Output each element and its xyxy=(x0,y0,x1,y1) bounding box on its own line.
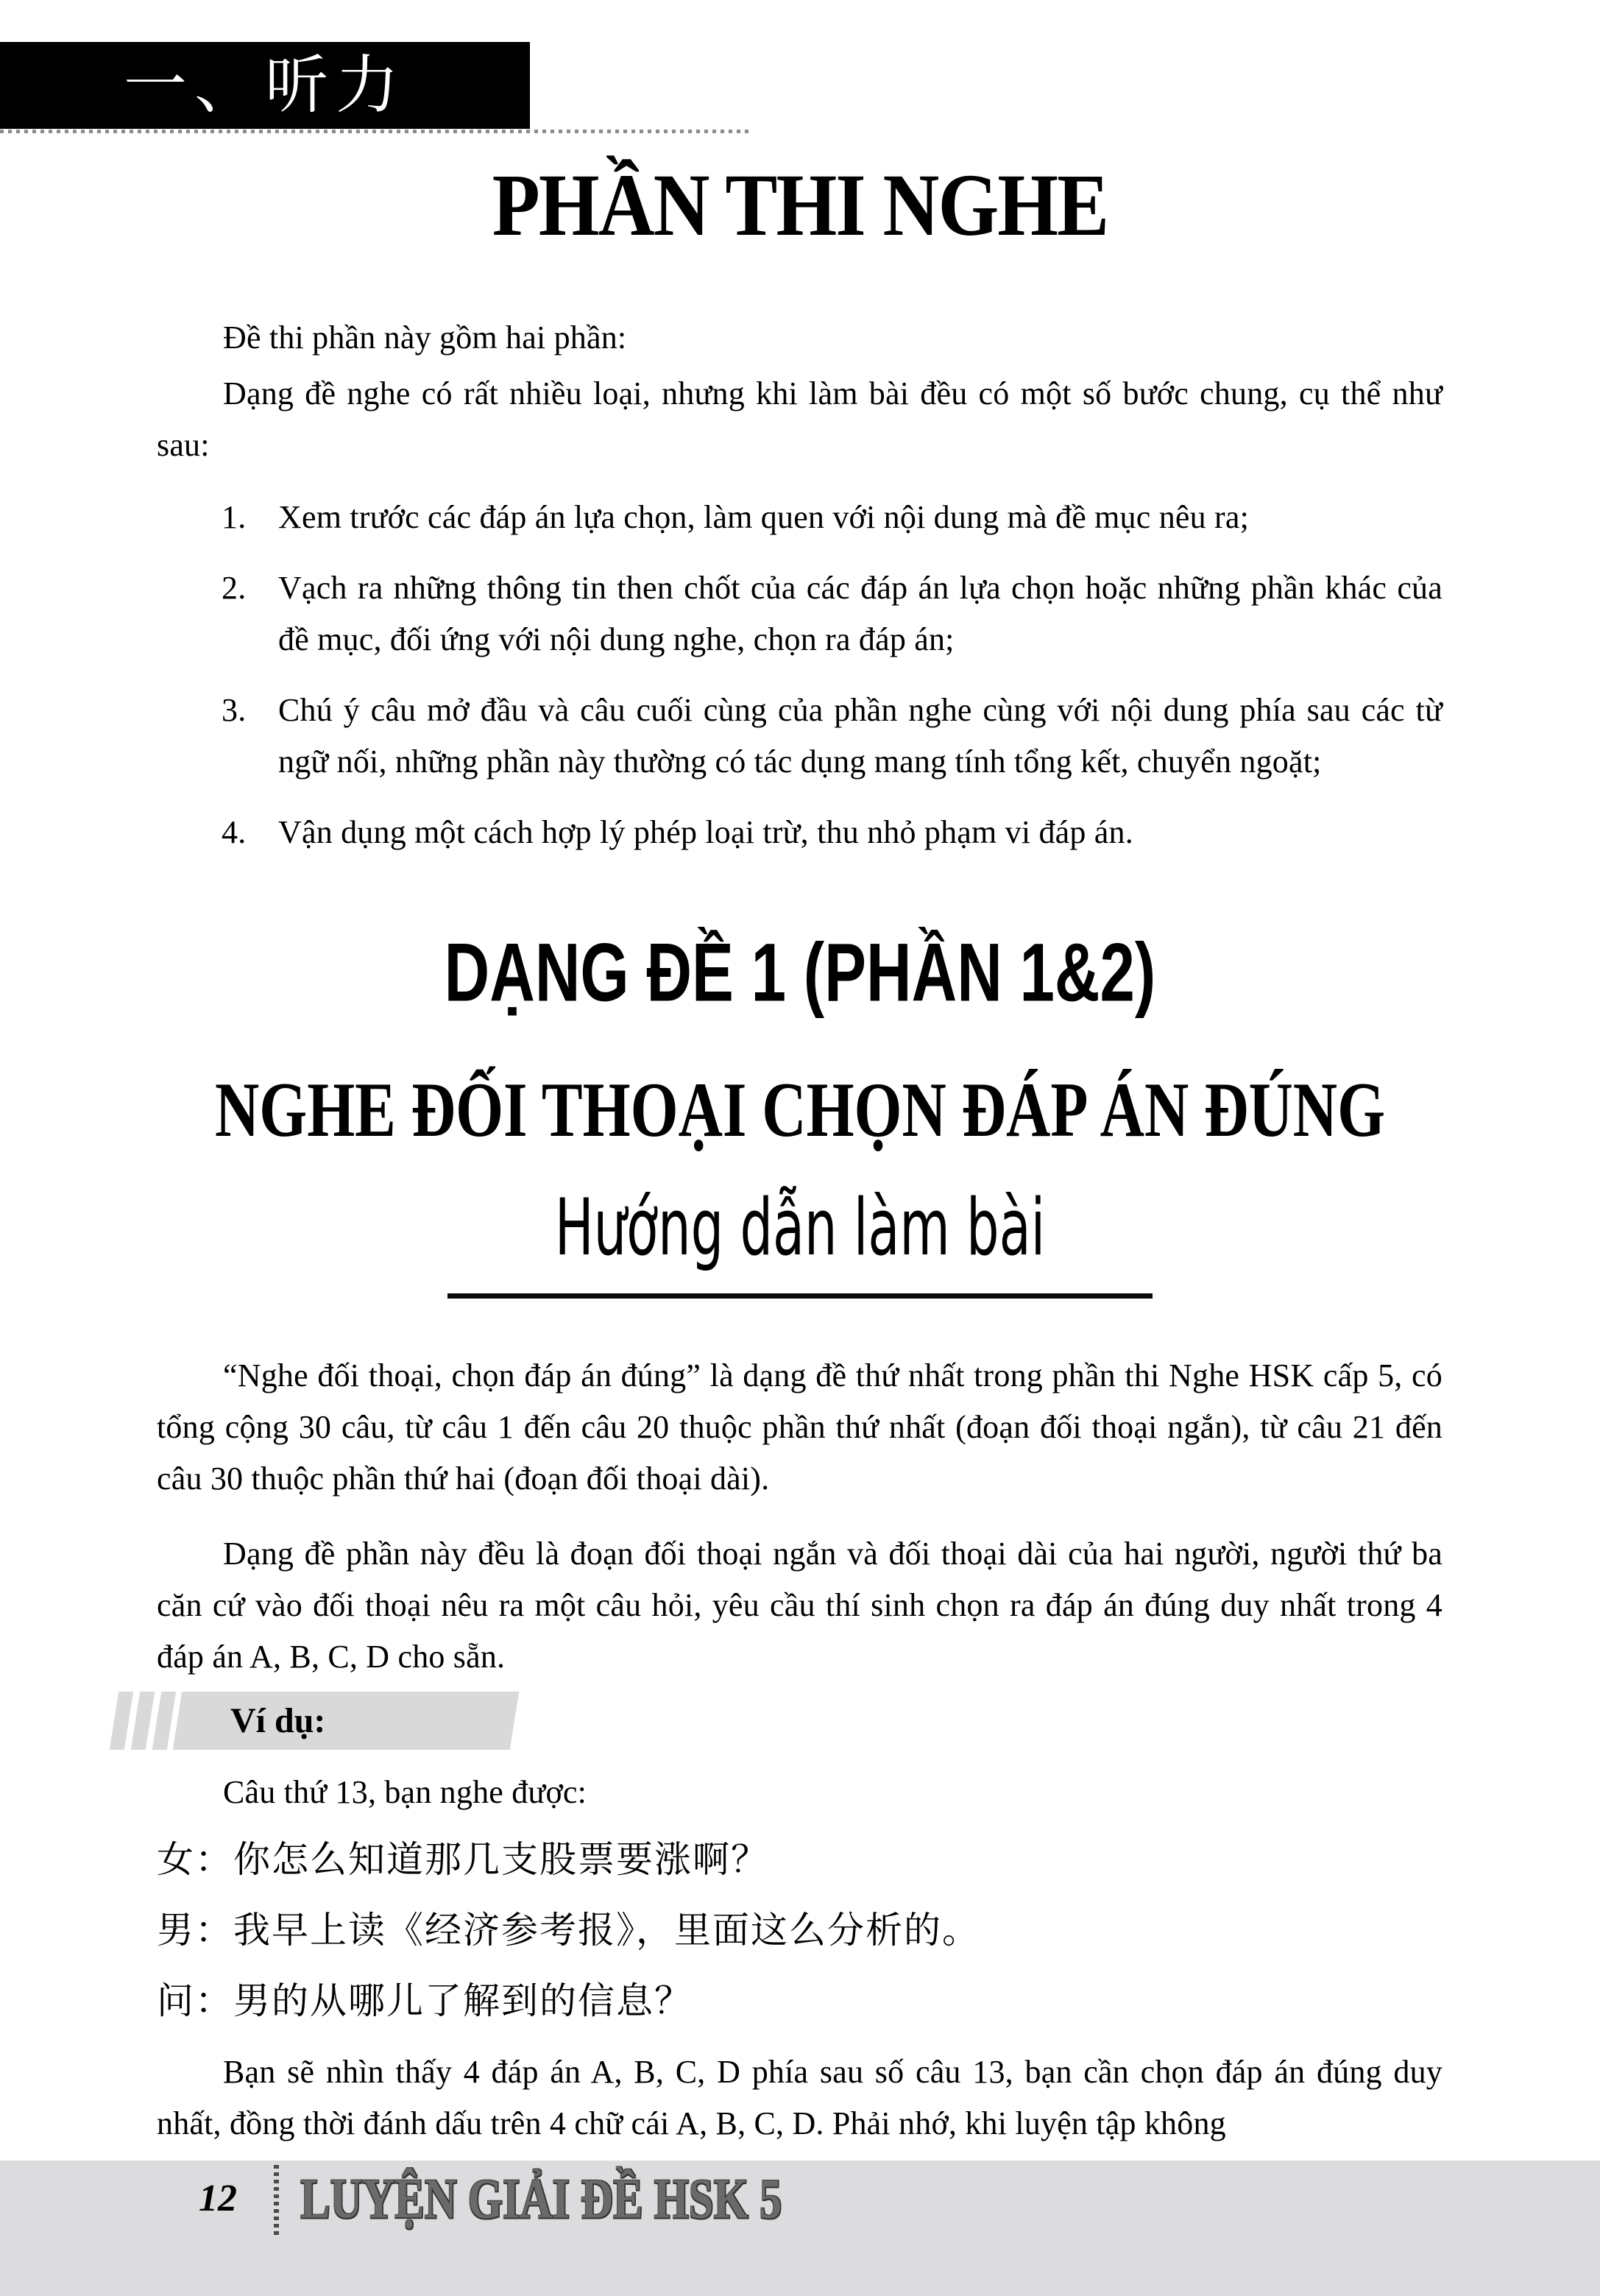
section-paragraph-2: Dạng đề phần này đều là đoạn đối thoại ngắn và đối thoại dài của hai người, người thứ ba căn cứ vào đối thoại nêu ra một câu hỏi, yêu cầu thí sinh chọn ra đáp án đúng duy nhất trong 4 đáp án A, B, C, D cho sẵn. xyxy=(157,1536,1443,1675)
dialogue-line-question: 问：男的从哪儿了解到的信息？ xyxy=(157,1980,693,2021)
page-number: 12 xyxy=(199,2177,237,2219)
chapter-label: 一、听力 xyxy=(124,50,406,121)
steps-list xyxy=(157,492,1443,877)
example-banner xyxy=(111,1692,514,1750)
header-dotted-rule xyxy=(0,130,748,133)
list-item-text: Xem trước các đáp án lựa chọn, làm quen với nội dung mà đề mục nêu ra; xyxy=(278,499,1250,535)
dialogue-line-woman: 女：你怎么知道那几支股票要涨啊？ xyxy=(157,1839,769,1880)
section-subheading: NGHE ĐỐI THOẠI CHỌN ĐÁP ÁN ĐÚNG xyxy=(214,1066,1386,1153)
list-item-text: Vạch ra những thông tin then chốt của các đáp án lựa chọn hoặc những phần khác của đề mục, đối ứng với nội dung nghe, chọn ra đáp án; xyxy=(278,570,1443,657)
list-item-text: Vận dụng một cách hợp lý phép loại trừ, thu nhỏ phạm vi đáp án. xyxy=(278,814,1133,850)
guide-title-underline xyxy=(447,1293,1153,1299)
banner-shape xyxy=(173,1692,520,1750)
intro-paragraph: Dạng đề nghe có rất nhiều loại, nhưng khi làm bài đều có một số bước chung, cụ thể như sau: xyxy=(157,375,1443,463)
guide-title: Hướng dẫn làm bài xyxy=(554,1182,1046,1274)
section-heading: DẠNG ĐỀ 1 (PHẦN 1&2) xyxy=(444,927,1156,1020)
intro-lead: Đề thi phần này gồm hai phần: xyxy=(223,319,627,356)
list-item-text: Chú ý câu mở đầu và câu cuối cùng của phần nghe cùng với nội dung phía sau các từ ngữ nối, những phần này thường có tác dụng mang tính tổng kết, chuyển ngoặt; xyxy=(278,692,1443,780)
list-item xyxy=(157,807,1443,858)
dialogue-line-man: 男：我早上读《经济参考报》，里面这么分析的。 xyxy=(157,1910,980,1951)
example-intro: Câu thứ 13, bạn nghe được: xyxy=(223,1774,587,1810)
footer xyxy=(0,2161,1600,2296)
example-explanation: Bạn sẽ nhìn thấy 4 đáp án A, B, C, D phía sau số câu 13, bạn cần chọn đáp án đúng duy nhất, đồng thời đánh dấu trên 4 chữ cái A, B, C, D. Phải nhớ, khi luyện tập không xyxy=(157,2054,1443,2141)
example-dialogue xyxy=(157,1824,1443,2036)
list-item xyxy=(157,562,1443,665)
example-label: Ví dụ: xyxy=(230,1701,326,1740)
page-title: PHẦN THI NGHE xyxy=(492,156,1108,255)
list-item-number: 2. xyxy=(222,570,247,606)
banner-stripe xyxy=(152,1692,177,1750)
chapter-header-bar xyxy=(0,42,530,129)
book-title: LUYỆN GIẢI ĐỀ HSK 5 xyxy=(300,2167,782,2231)
section-paragraph-1: “Nghe đối thoại, chọn đáp án đúng” là dạng đề thứ nhất trong phần thi Nghe HSK cấp 5, có tổng cộng 30 câu, từ câu 1 đến câu 20 thuộc phần thứ nhất (đoạn đối thoại ngắn), từ câu 21 đến câu 30 thuộc phần thứ hai (đoạn đối thoại dài). xyxy=(157,1357,1443,1497)
list-item xyxy=(157,492,1443,543)
footer-divider-dotted-line xyxy=(274,2165,279,2236)
list-item-number: 4. xyxy=(222,814,247,850)
list-item-number: 1. xyxy=(222,499,247,535)
banner-stripe xyxy=(131,1692,155,1750)
list-item xyxy=(157,685,1443,788)
banner-stripe xyxy=(110,1692,134,1750)
list-item-number: 3. xyxy=(222,692,247,728)
